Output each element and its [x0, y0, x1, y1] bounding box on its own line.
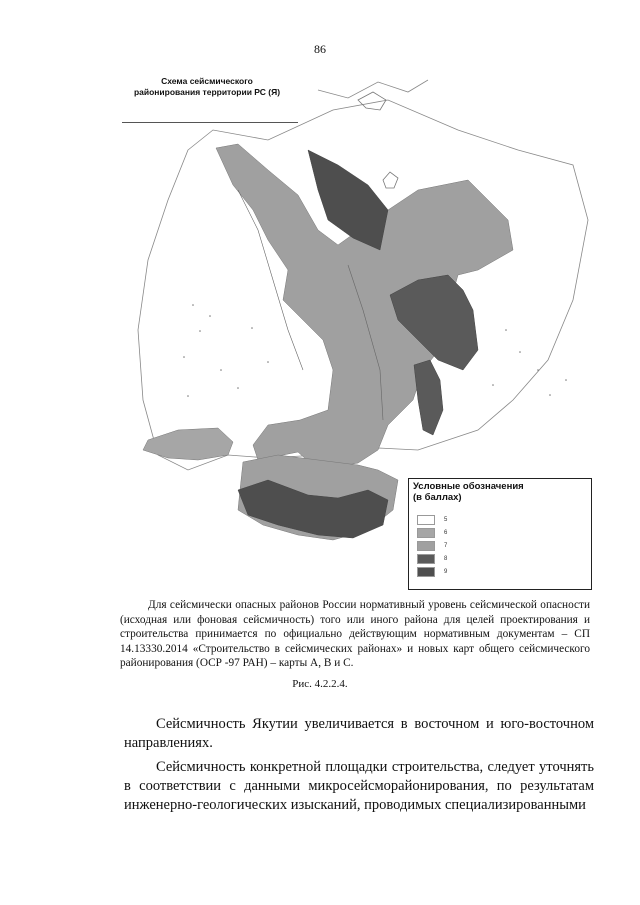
- legend-label: 5: [444, 516, 448, 523]
- legend-title-line2: (в баллах): [413, 492, 462, 503]
- legend-item: [417, 552, 447, 565]
- legend-title: [409, 479, 591, 503]
- page-number: 86: [314, 42, 326, 56]
- map-title-line2: районирования территории РС (Я): [133, 87, 281, 97]
- legend-label: 9: [444, 568, 448, 575]
- legend-swatch: [417, 528, 435, 538]
- legend-label: 8: [444, 555, 448, 562]
- legend-item: [417, 526, 447, 539]
- map-legend: [408, 478, 592, 590]
- map-title-underline: [122, 122, 298, 123]
- legend-item: [417, 565, 447, 578]
- seismic-map: [118, 70, 590, 590]
- body-text: [124, 715, 594, 820]
- legend-item: [417, 513, 447, 526]
- zone-8-region: [414, 360, 443, 435]
- paragraph: Сейсмичность конкретной площадки строительства, следует уточнять в соответствии с данными микросейсморайонирования, по результатам инженерно-геологических изысканий, проводимых специализированными: [124, 759, 594, 813]
- legend-item: [417, 539, 447, 552]
- zone-6-region: [143, 428, 233, 460]
- legend-items: [417, 513, 447, 578]
- map-title-line1: Схема сейсмического: [161, 76, 253, 86]
- paragraph: Сейсмичность Якутии увеличивается в восточном и юго-восточном направлениях.: [124, 716, 594, 751]
- island-shape: [383, 172, 398, 188]
- legend-swatch: [417, 515, 435, 525]
- legend-title-line1: Условные обозначения: [413, 481, 524, 492]
- map-title: [118, 76, 296, 98]
- legend-label: 7: [444, 542, 448, 549]
- legend-swatch: [417, 554, 435, 564]
- coast-line: [318, 80, 428, 98]
- figure-caption: Для сейсмически опасных районов России нормативный уровень сейсмической опасности (исходная или фоновая сейсмичность) того или иного района для целей проектирования и строительства принимается по официально действующим нормативным документам – СП 14.13330.2014 «Строительство в сейсмических районах» и новых карт общего сейсмического районирования (ОСР -97 РАН) – карты А, В и С.: [120, 599, 590, 669]
- legend-swatch: [417, 567, 435, 577]
- legend-label: 6: [444, 529, 448, 536]
- figure-label: Рис. 4.2.2.4.: [292, 678, 348, 690]
- legend-swatch: [417, 541, 435, 551]
